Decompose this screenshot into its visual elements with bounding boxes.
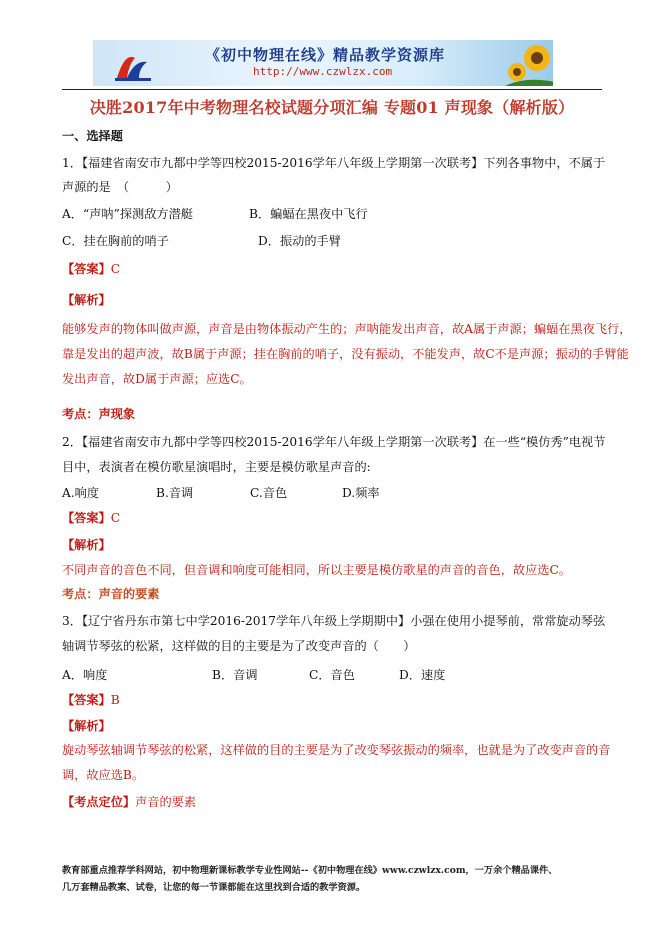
option-b: B.音调 bbox=[156, 486, 194, 500]
question-source: 【福建省南安市九都中学等四校2015-2016学年八年级上学期第一次联考】 bbox=[81, 156, 484, 170]
key-point-label: 考点： bbox=[62, 587, 99, 601]
page-footer bbox=[62, 862, 610, 896]
sunflower-icon bbox=[505, 42, 553, 86]
header-divider bbox=[62, 89, 602, 90]
question-2-stem-line2: 目中，表演者在模仿歌星演唱时，主要是模仿歌星声音的: bbox=[62, 460, 371, 474]
answer-label: 【答案】 bbox=[62, 693, 111, 707]
analysis-label: 【解析】 bbox=[62, 719, 111, 733]
answer-line bbox=[62, 688, 610, 713]
answer-label: 【答案】 bbox=[62, 511, 111, 525]
analysis-line: 发出声音，故D属于声源；应选C。 bbox=[62, 372, 252, 386]
key-point-label: 考点： bbox=[62, 407, 99, 421]
key-point-value: 声音的要素 bbox=[135, 795, 197, 809]
answer-value: C bbox=[110, 511, 121, 525]
option-d: D．振动的手臂 bbox=[258, 234, 341, 248]
question-number: 1． bbox=[62, 156, 82, 170]
footer-line: 几万套精品教案、试卷，让您的每一节课都能在这里找到合适的教学资源。 bbox=[62, 882, 366, 893]
footer-line: 教育部重点推荐学科网站，初中物理新课标教学专业性网站--《初中物理在线》www.czwlzx.com，一万余个精品课件、 bbox=[62, 865, 558, 876]
analysis-line: 调，故应选B。 bbox=[62, 768, 145, 782]
key-point-value: 声音的要素 bbox=[98, 587, 160, 601]
option-b: B．蝙蝠在黑夜中飞行 bbox=[249, 207, 368, 221]
answer-line bbox=[62, 257, 610, 282]
question-source: 【福建省南安市九都中学等四校2015-2016学年八年级上学期第一次联考】 bbox=[81, 435, 484, 449]
question-text: 小强在使用小提琴前，常常旋动琴弦 bbox=[410, 614, 606, 628]
option-c: C．音色 bbox=[309, 668, 355, 682]
analysis-line: 旋动琴弦轴调节琴弦的松紧，这样做的目的主要是为了改变琴弦振动的频率，也就是为了改变声音的音 bbox=[62, 743, 611, 757]
answer-line bbox=[62, 506, 610, 531]
key-point-label: 【考点定位】 bbox=[62, 795, 136, 809]
question-3-stem bbox=[62, 609, 610, 634]
analysis-line: 不同声音的音色不同，但音调和响度可能相同，所以主要是模仿歌星的声音的音色，故应选C。 bbox=[62, 563, 572, 577]
analysis-label: 【解析】 bbox=[62, 538, 111, 552]
option-a: A．响度 bbox=[62, 668, 108, 682]
option-a: A.响度 bbox=[62, 486, 100, 500]
key-point bbox=[62, 402, 610, 427]
option-a: A．“声呐”探测敌方潜艇 bbox=[62, 207, 193, 221]
question-number: 3． bbox=[62, 614, 82, 628]
key-point-value: 声现象 bbox=[98, 407, 136, 421]
analysis-line: 靠是发出的超声波，故B属于声源；挂在胸前的哨子，没有振动，不能发声，故C不是声源；振动的手臂能 bbox=[62, 347, 629, 361]
option-d: D．速度 bbox=[399, 668, 446, 682]
answer-value: B bbox=[110, 693, 120, 707]
question-1-stem bbox=[62, 151, 610, 176]
option-c: C．挂在胸前的哨子 bbox=[62, 234, 169, 248]
key-point bbox=[62, 582, 610, 607]
question-source: 【辽宁省丹东市第七中学2016-2017学年八年级上学期期中】 bbox=[81, 614, 411, 628]
document-title: 决胜2017年中考物理名校试题分项汇编 专题01 声现象（解析版） bbox=[89, 98, 575, 117]
option-d: D.频率 bbox=[342, 486, 380, 500]
answer-value: C bbox=[110, 262, 121, 276]
question-1-stem-line2: 声源的是 （ ） bbox=[62, 180, 178, 194]
option-b: B．音调 bbox=[212, 668, 258, 682]
banner-url[interactable]: http://www.czwlzx.com bbox=[253, 65, 393, 78]
analysis-label: 【解析】 bbox=[62, 293, 111, 307]
key-point bbox=[62, 790, 610, 815]
analysis-line: 能够发声的物体叫做声源，声音是由物体振动产生的；声呐能发出声音，故A属于声源；蝙蝠在黑夜飞行， bbox=[62, 322, 632, 336]
banner-title: 《初中物理在线》精品教学资源库 bbox=[205, 46, 446, 64]
czwlzx-logo-icon bbox=[113, 48, 153, 82]
option-c: C.音色 bbox=[250, 486, 288, 500]
question-text: 下列各事物中，不属于 bbox=[483, 156, 606, 170]
header-banner bbox=[93, 40, 553, 86]
question-3-stem-line2: 轴调节琴弦的松紧，这样做的目的主要是为了改变声音的（ ） bbox=[62, 639, 416, 653]
question-number: 2． bbox=[62, 435, 82, 449]
question-2-stem bbox=[62, 430, 610, 455]
answer-label: 【答案】 bbox=[62, 262, 111, 276]
section-heading: 一、选择题 bbox=[62, 129, 123, 143]
question-text: 在一些“模仿秀”电视节 bbox=[483, 435, 606, 449]
